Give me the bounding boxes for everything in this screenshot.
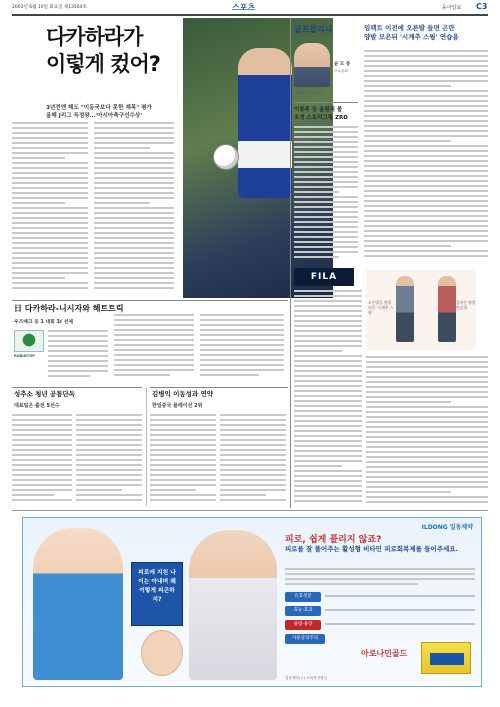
ad-row-label: 사용상의주의: [285, 634, 325, 644]
soccer-ball-icon: [213, 144, 239, 170]
lead-body-col2: [94, 122, 174, 294]
lead-headline-line2: 이렇게 컸어?: [46, 52, 160, 76]
box4-body-col1: [150, 414, 216, 506]
sub-article-title: [294, 106, 360, 122]
ad-headline-1: 피로, 쉽게 풀리지 않죠?: [285, 535, 382, 545]
ad-company-logo: ILDONG 일동제약: [421, 524, 473, 531]
ad-headline-2: 피로를 잘 풀어주는 활성형 비타민 피로회복제를 들어주세요.: [285, 545, 459, 553]
box2-title: 日 다카하라-니시자와 해트트릭: [14, 304, 124, 313]
columnist-name: 윤 모 중: [334, 62, 351, 67]
box3-body-col2: [76, 414, 142, 506]
ad-row-dosage: [285, 620, 475, 631]
sub-article-title-line2: 조성 스토리그링 ZRD: [294, 115, 348, 121]
ad-top-rule: [12, 510, 488, 511]
publication-name: 동아일보: [442, 5, 462, 11]
ad-row-label: 효능·효과: [285, 606, 321, 616]
section-name: 스포츠: [232, 3, 256, 12]
page-number: C3: [476, 2, 488, 11]
sub-article-body: [294, 126, 358, 264]
lead-body-col1: [12, 122, 88, 294]
box2-kicker: 우즈베크 등 1 대회 3ℓ 선제: [14, 320, 73, 325]
column-label: 골프클리닉: [294, 25, 333, 34]
golf-swing-diagram: [366, 270, 476, 350]
ad-row-effects: [285, 606, 475, 617]
ad-product-brand: 아로나민골드: [361, 649, 408, 658]
golfer-figure-left: [396, 276, 414, 342]
box2-body-col3: [200, 314, 284, 382]
right-subbox-rule: [294, 102, 358, 103]
team-logo: [14, 330, 44, 352]
ad-row-cautions: [285, 634, 355, 645]
box2-top-rule: [12, 300, 288, 301]
team-logo-caption: RUBINTOP: [14, 354, 35, 358]
diagram-label-left: 오른발을 양발 모은 '시계추 스윙': [368, 300, 394, 315]
box3-title: 성추소 청년 공통단독: [14, 390, 76, 398]
ad-row-text: [325, 609, 475, 611]
sub-article-title-line1: 이봉주 등 올림픽 볼: [294, 107, 343, 113]
lead-headline-line1: 다카하라가: [46, 25, 143, 49]
box4-body-col2: [220, 414, 286, 506]
golfer-figure-right: [438, 276, 456, 342]
diagram-label-right: 올바른 양발 연습법: [456, 300, 476, 310]
box2-body-col1: [48, 330, 108, 382]
golf-article-title-line1: 임팩트 이전에 오른발 들면 곤란: [364, 24, 455, 32]
ad-product-box: [421, 642, 471, 674]
box3-top-rule: [12, 387, 142, 388]
advertisement: [22, 517, 482, 687]
page-header: [0, 0, 500, 14]
ad-body-copy: [285, 568, 475, 588]
lead-subhead-line1: 3년전엔 해도 "이동국보다 못한 재목" 평가: [46, 105, 152, 111]
box4-top-rule: [150, 387, 288, 388]
ad-person-man: [33, 528, 123, 680]
ad-row-label: 유효성분: [285, 592, 321, 602]
golf-article-body-right: [366, 356, 488, 506]
golf-article-title-line2: 양발 모은뒤 '시계추 스윙' 연습을: [364, 33, 459, 41]
golf-article-body-top: [364, 50, 488, 262]
box4-subtitle: 한일중국 플레이선 2위: [152, 403, 203, 409]
columnist-title: 프로골퍼: [334, 69, 348, 73]
lead-headline: [46, 24, 176, 78]
ad-footer-note: 일동제약(주) 소비자상담실: [285, 676, 328, 680]
issue-date: 2003년 6월 10일 화요일 제13564호: [12, 5, 87, 10]
header-rule: [12, 14, 488, 16]
right-section-divider: [290, 18, 291, 508]
ad-person-inset: [141, 630, 183, 676]
box3-body-col1: [12, 414, 72, 506]
lead-subhead: [46, 104, 176, 120]
columnist-photo: [294, 43, 330, 87]
ad-row-text: [325, 623, 475, 625]
box3-subtitle: 대표팀은 출전 5선수: [14, 403, 60, 409]
box4-title: 김병익 이동성과 연약: [152, 390, 214, 398]
ad-row-label: 용법·용량: [285, 620, 321, 630]
ad-tagline-box: 피로에 지친 나이는 아내며 왜 이렇게 피곤하지?: [131, 562, 183, 626]
lead-subhead-line2: 올해 J리그 득점왕…'아시아축구선수상': [46, 113, 143, 119]
fila-logo: FILA: [294, 268, 354, 286]
golf-article-body-bottom: [294, 290, 362, 506]
box2-body-col2: [114, 314, 194, 382]
box3-divider: [146, 388, 147, 506]
ad-row-ingredients: [285, 592, 475, 603]
ad-row-text: [325, 595, 475, 597]
column-caption: 엠베이 골프클럽: [296, 91, 322, 95]
ad-person-woman: [189, 530, 277, 680]
golf-article-title: [364, 24, 488, 42]
player-figure: [238, 48, 292, 198]
